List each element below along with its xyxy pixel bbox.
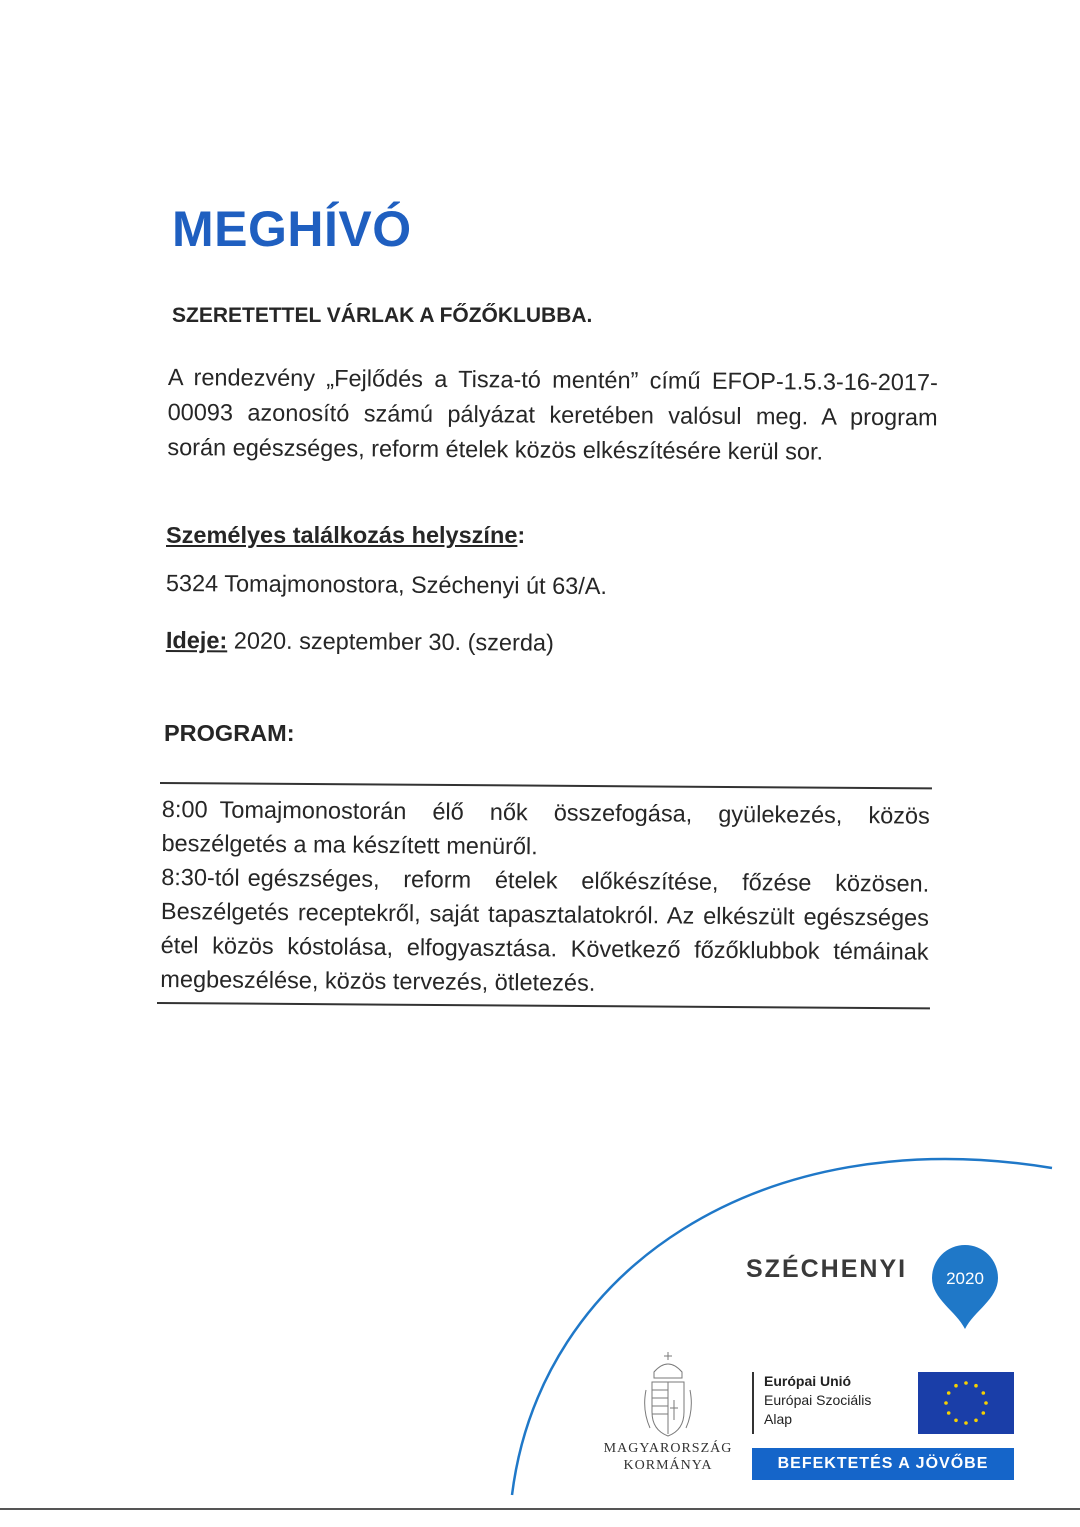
eu-line1: Európai Unió	[764, 1373, 852, 1389]
eu-star	[947, 1411, 951, 1415]
eu-star	[984, 1401, 988, 1405]
eu-star	[974, 1419, 978, 1423]
government-line1: MAGYARORSZÁG	[603, 1441, 733, 1456]
eu-divider	[752, 1372, 754, 1434]
invitation-subtitle: SZERETETTEL VÁRLAK A FŐZŐKLUBBA.	[172, 304, 593, 327]
government-line2: KORMÁNYA	[623, 1458, 713, 1473]
date-value: 2020. szeptember 30. (szerda)	[227, 627, 554, 656]
eu-star	[974, 1384, 978, 1388]
intro-paragraph: A rendezvény „Fejlődés a Tisza-tó mentén” című EFOP-1.5.3-16-2017-00093 azonosító számú pályázat keretében valósul meg. A program során egészséges, reform ételek közös elkészítésére kerül sor.	[167, 363, 938, 465]
program-item-time: 8:00	[161, 795, 208, 823]
eu-star	[982, 1391, 986, 1395]
location-label-text: Személyes találkozás helyszíne	[166, 522, 518, 548]
eu-logo-text	[764, 1372, 871, 1429]
eu-star	[982, 1411, 986, 1415]
eu-star	[944, 1401, 948, 1405]
program-heading: PROGRAM:	[164, 720, 295, 746]
program-item-time: 8:30-tól	[161, 863, 240, 891]
government-logo-text	[596, 1440, 740, 1474]
eu-star	[954, 1384, 958, 1388]
szechenyi-logo-text: SZÉCHENYI	[746, 1255, 908, 1283]
eu-flag-icon	[918, 1372, 1014, 1434]
eu-star	[947, 1391, 951, 1395]
page-bottom-edge	[0, 1508, 1080, 1510]
location-address: 5324 Tomajmonostora, Széchenyi út 63/A.	[165, 570, 608, 600]
page-title: MEGHÍVÓ	[172, 201, 412, 257]
hungarian-coat-of-arms-icon	[640, 1350, 696, 1440]
date-label: Ideje:	[165, 627, 228, 654]
program-item-text: Tomajmonostorán élő nők összefogása, gyülekezés, közös beszélgetés a ma készített menüről.	[161, 796, 930, 860]
eu-star	[964, 1421, 968, 1425]
szechenyi-2020-pin-icon	[928, 1245, 1002, 1331]
eu-line2: Európai Szociális	[764, 1392, 872, 1408]
eu-line3: Alap	[764, 1411, 793, 1427]
slogan-banner: BEFEKTETÉS A JÖVŐBE	[752, 1448, 1014, 1480]
program-item-text: egészséges, reform ételek előkészítése, főzése közösen. Beszélgetés receptekről, saját tapasztalatokról. Az elkészült egészséges étel közös kóstolása, elfogyasztása. Következő főzőklubbok témáinak megbeszélése, közös tervezés, ötletezés.	[160, 864, 930, 996]
eu-star	[964, 1381, 968, 1385]
szechenyi-year: 2020	[946, 1269, 984, 1288]
location-label-colon: :	[517, 522, 526, 548]
eu-star	[954, 1419, 958, 1423]
